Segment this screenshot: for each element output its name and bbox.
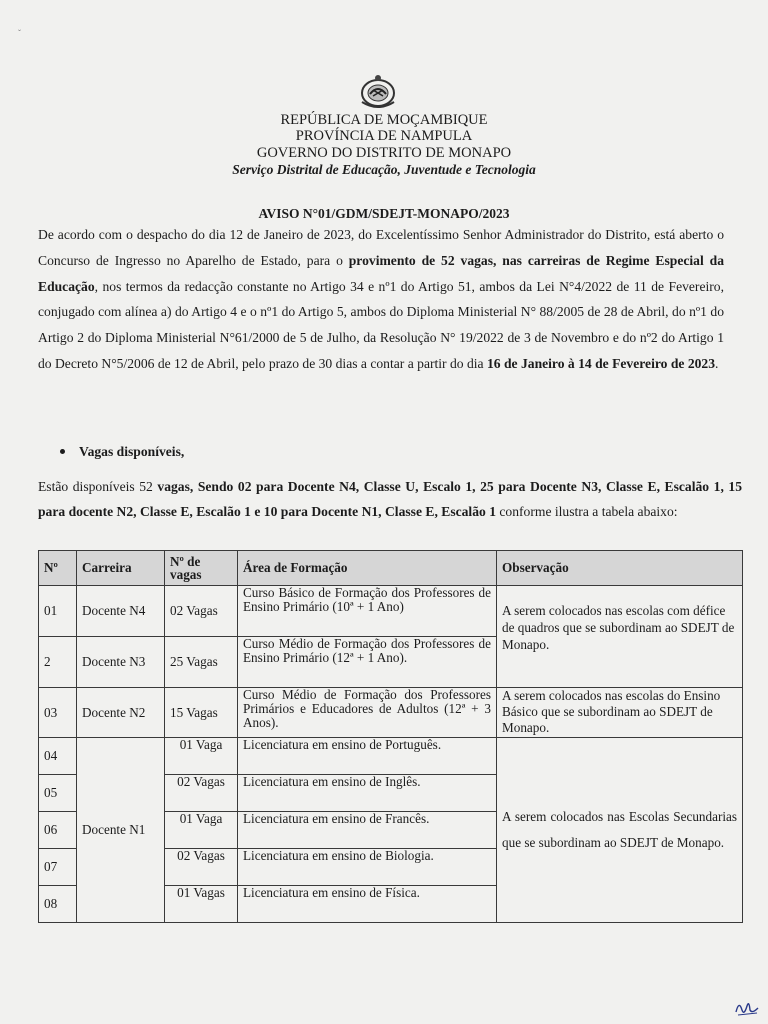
p1-text-d: 16 de Janeiro à 14 de Fevereiro de 2023	[486, 355, 716, 371]
p1-text-e: .	[715, 355, 719, 371]
p2-text-a: Estão disponíveis 52	[38, 479, 158, 494]
cell-area: Curso Médio de Formação dos Professores Primários e Educadores de Adultos (12ª + 3 Anos).	[238, 688, 497, 738]
cell-vagas: 01 Vagas	[165, 886, 238, 923]
cell-vagas: 02 Vagas	[165, 775, 238, 812]
cell-numero: 04	[39, 738, 77, 775]
header-service: Serviço Distrital de Educação, Juventude e Tecnologia	[232, 162, 536, 177]
cell-carreira: Docente N2	[77, 688, 165, 738]
cell-numero: 06	[39, 812, 77, 849]
notice-title: AVISO N°01/GDM/SDEJT-MONAPO/2023	[258, 206, 510, 221]
table-row	[39, 586, 743, 637]
cell-area: Licenciatura em ensino de Inglês.	[238, 775, 497, 812]
col-header-numero: Nº	[39, 551, 77, 586]
p2-text-c: conforme ilustra a tabela abaixo:	[496, 504, 678, 519]
cell-carreira: Docente N3	[77, 637, 165, 688]
col-header-observacao: Observação	[497, 551, 743, 586]
cell-numero: 01	[39, 586, 77, 637]
cell-numero: 08	[39, 886, 77, 923]
cell-vagas: 15 Vagas	[165, 688, 238, 738]
p2-text-b: vagas, Sendo 02 para Docente N4, Classe U, Escalo 1, 25 para Docente N3, Classe E, Escalão 1, 15 para docente N2, Classe E, Escalão 1 e 10 para Docente N1, Classe E, Escalão 1	[38, 479, 743, 519]
cell-area: Licenciatura em ensino de Francês.	[238, 812, 497, 849]
cell-area: Licenciatura em ensino de Português.	[238, 738, 497, 775]
cell-numero: 07	[39, 849, 77, 886]
cell-vagas: 02 Vagas	[165, 586, 238, 637]
cell-vagas: 25 Vagas	[165, 637, 238, 688]
p1-text-b: provimento de 52 vagas, nas carreiras de Regime Especial da Educação	[38, 252, 724, 294]
header-government: GOVERNO DO DISTRITO DE MONAPO	[256, 145, 512, 161]
cell-area: Licenciatura em ensino de Física.	[238, 886, 497, 923]
table-row	[39, 688, 743, 738]
bullet-label: Vagas disponíveis,	[79, 444, 185, 459]
cell-area: Licenciatura em ensino de Biologia.	[238, 849, 497, 886]
col-header-area: Área de Formação	[238, 551, 497, 586]
cell-area: Curso Médio de Formação dos Professores de Ensino Primário (12ª + 1 Ano).	[238, 637, 497, 688]
table-row	[39, 738, 743, 775]
coat-of-arms-emblem	[354, 72, 402, 112]
vagas-paragraph	[38, 474, 742, 524]
scan-mark: ˇ	[18, 28, 21, 38]
notice-paragraph	[38, 222, 724, 377]
header-republic: REPÚBLICA DE MOÇAMBIQUE	[280, 112, 488, 128]
cell-numero: 05	[39, 775, 77, 812]
bullet-vagas	[60, 444, 184, 460]
cell-vagas: 02 Vagas	[165, 849, 238, 886]
table-header-row	[39, 551, 743, 586]
signature-initials	[733, 998, 761, 1018]
cell-observacao	[497, 586, 743, 688]
col-header-carreira: Carreira	[77, 551, 165, 586]
cell-vagas: 01 Vaga	[165, 812, 238, 849]
col-header-vagas: Nº de vagas	[165, 551, 238, 586]
cell-vagas: 01 Vaga	[165, 738, 238, 775]
p1-text-a: De acordo com o despacho do dia 12 de Janeiro de 2023, do Excelentíssimo Senhor Administrador do Distrito, está aberto o Concurso de Ingresso no Aparelho de Estado, para o	[38, 227, 724, 268]
cell-area: Curso Básico de Formação dos Professores de Ensino Primário (10ª + 1 Ano)	[238, 586, 497, 637]
obs-text: A serem colocados nas escolas com défice de quadros que se subordinam ao SDEJT de Monapo.	[502, 603, 735, 652]
header-province: PROVÍNCIA DE NAMPULA	[295, 128, 473, 144]
cell-numero: 2	[39, 637, 77, 688]
cell-observacao: A serem colocados nas Escolas Secundarias que se subordinam ao SDEJT de Monapo.	[497, 738, 743, 923]
cell-numero: 03	[39, 688, 77, 738]
p1-text-c: , nos termos da redacção constante no Artigo 34 e nº1 do Artigo 51, ambos da Lei N°4/2022 de 11 de Fevereiro, conjugado com alínea a) do Artigo 4 e o nº1 do Artigo 5, ambos do Diploma Ministerial N° 88/2005 de 28 de Abril, do nº1 do Artigo 2 do Diploma Ministerial N°61/2000 de 5 de Julho, da Resolução N° 19/2022 de 3 de Novembro e do nº2 do Artigo 1 do Decreto N°5/2006 de 12 de Abril, pelo prazo de 30 dias a contar a partir do dia	[38, 278, 724, 371]
cell-carreira: Docente N4	[77, 586, 165, 637]
cell-carreira: Docente N1	[77, 738, 165, 923]
vagas-table	[38, 550, 743, 923]
bullet-dot-icon	[60, 449, 65, 454]
cell-observacao: A serem colocados nas escolas do Ensino Básico que se subordinam ao SDEJT de Monapo.	[497, 688, 743, 738]
